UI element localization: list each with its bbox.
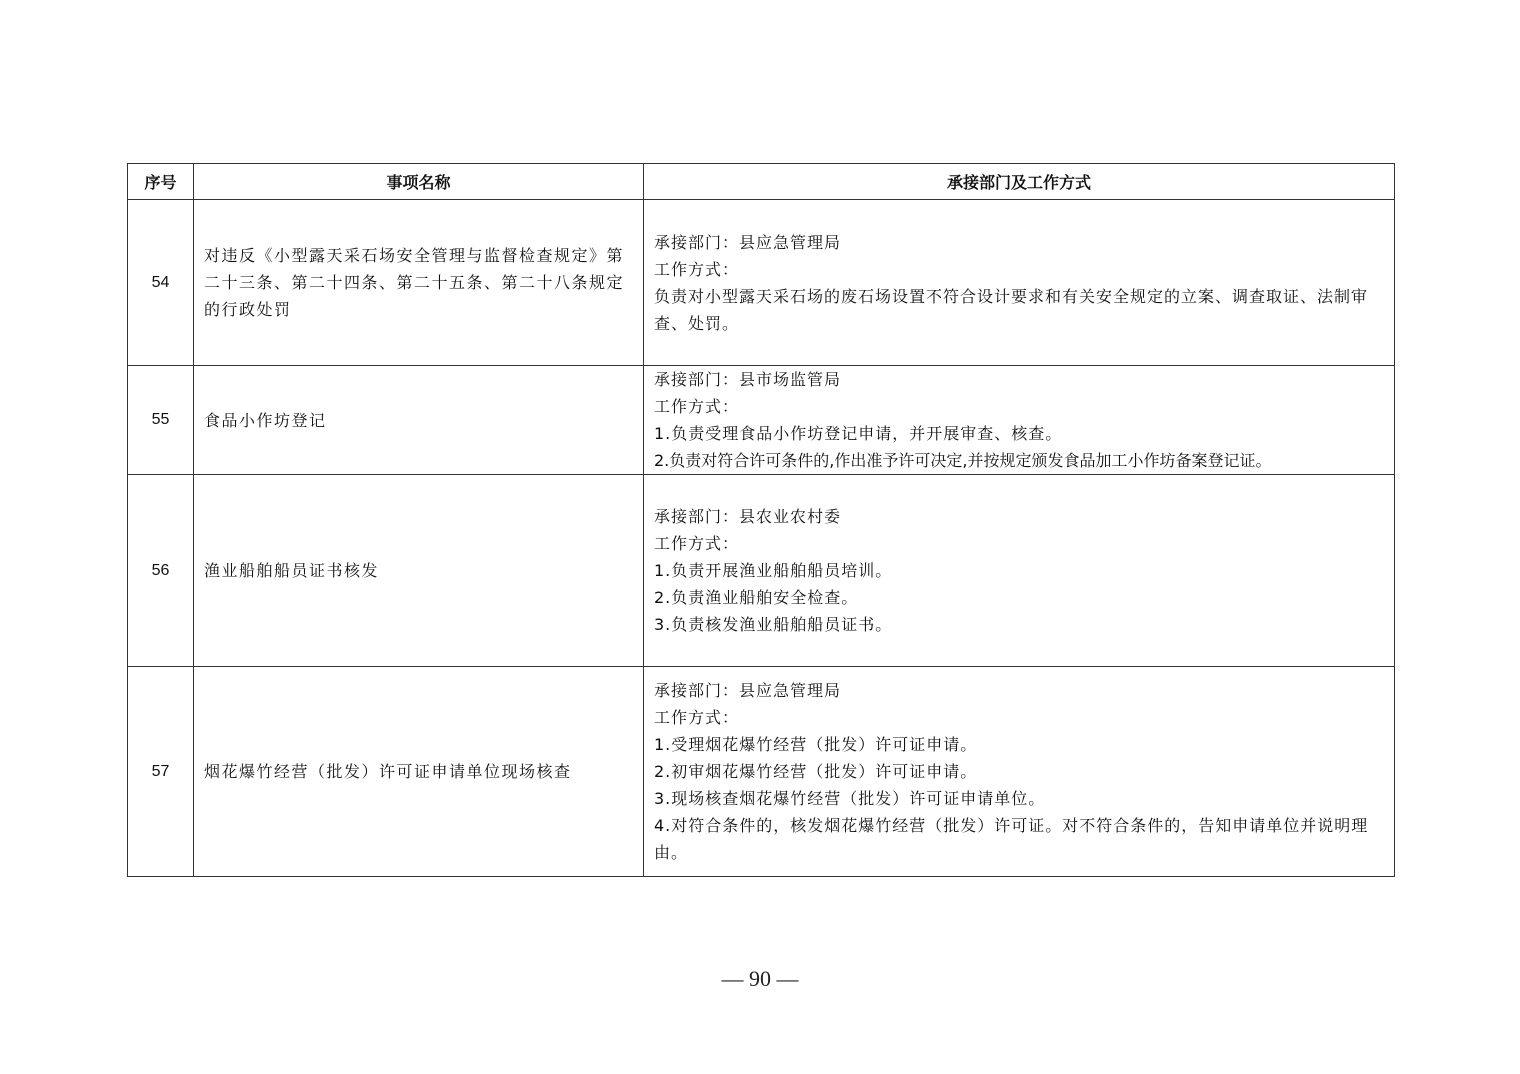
row-item-name: 烟花爆竹经营（批发）许可证申请单位现场核查 xyxy=(194,667,644,877)
page-number: — 90 — xyxy=(721,966,799,991)
header-serial: 序号 xyxy=(128,164,194,200)
method-label: 工作方式： xyxy=(654,708,740,727)
row-serial: 56 xyxy=(128,475,194,667)
row-item-name: 对违反《小型露天采石场安全管理与监督检查规定》第二十三条、第二十四条、第二十五条、第二十八条规定的行政处罚 xyxy=(194,200,644,366)
row-department-method xyxy=(644,667,1395,877)
method-line: 3.负责核发渔业船舶船员证书。 xyxy=(654,615,893,634)
method-line: 1.受理烟花爆竹经营（批发）许可证申请。 xyxy=(654,735,978,754)
method-line: 2.负责对符合许可条件的,作出准予许可决定,并按规定颁发食品加工小作坊备案登记证。 xyxy=(654,451,1272,470)
table-row xyxy=(128,366,1395,475)
row-item-name: 渔业船舶船员证书核发 xyxy=(194,475,644,667)
department-line: 承接部门：县农业农村委 xyxy=(654,507,842,526)
row-serial: 55 xyxy=(128,366,194,475)
method-line: 4.对符合条件的，核发烟花爆竹经营（批发）许可证。对不符合条件的，告知申请单位并说明理由。 xyxy=(654,816,1369,862)
method-line: 2.初审烟花爆竹经营（批发）许可证申请。 xyxy=(654,762,978,781)
method-line: 1.负责受理食品小作坊登记申请，并开展审查、核查。 xyxy=(654,424,1063,443)
row-serial: 54 xyxy=(128,200,194,366)
table-row xyxy=(128,667,1395,877)
table-row xyxy=(128,200,1395,366)
table-row xyxy=(128,475,1395,667)
row-department-method xyxy=(644,200,1395,366)
method-label: 工作方式： xyxy=(654,534,740,553)
row-serial: 57 xyxy=(128,667,194,877)
department-line: 承接部门：县应急管理局 xyxy=(654,681,842,700)
approval-items-table-container xyxy=(127,163,1394,877)
table-header-row xyxy=(128,164,1395,200)
method-label: 工作方式： xyxy=(654,397,740,416)
method-line: 负责对小型露天采石场的废石场设置不符合设计要求和有关安全规定的立案、调查取证、法制审查、处罚。 xyxy=(654,286,1369,333)
method-line: 3.现场核查烟花爆竹经营（批发）许可证申请单位。 xyxy=(654,789,1046,808)
method-label: 工作方式： xyxy=(654,259,740,279)
row-department-method xyxy=(644,366,1395,475)
department-line: 承接部门：县应急管理局 xyxy=(654,232,842,252)
header-department-method: 承接部门及工作方式 xyxy=(644,164,1395,200)
department-line: 承接部门：县市场监管局 xyxy=(654,370,842,389)
row-department-method xyxy=(644,475,1395,667)
method-line: 2.负责渔业船舶安全检查。 xyxy=(654,588,859,607)
approval-items-table xyxy=(127,163,1395,877)
row-item-name: 食品小作坊登记 xyxy=(194,366,644,475)
method-line: 1.负责开展渔业船舶船员培训。 xyxy=(654,561,893,580)
header-item-name: 事项名称 xyxy=(194,164,644,200)
